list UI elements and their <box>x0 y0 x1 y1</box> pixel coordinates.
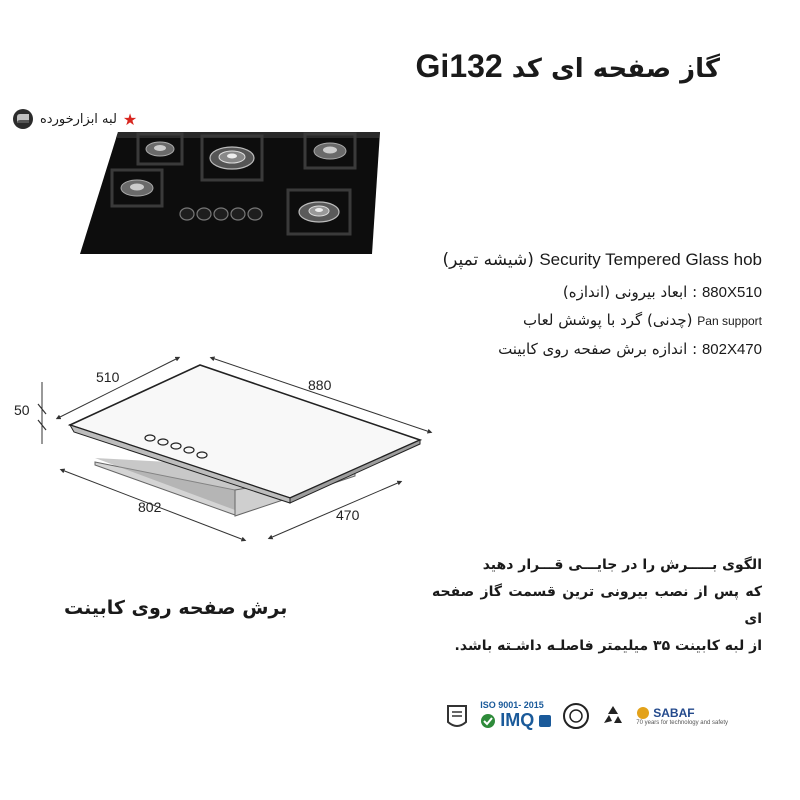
note-line-3: از لبه کابینت ۳۵ میلیمتر فاصلـه داشـته باشد. <box>454 638 762 654</box>
spec-glass-note: (شیشه تمپر) <box>442 250 534 270</box>
dim-cut-length: 802 <box>138 499 162 515</box>
spec-pan-support <box>523 311 762 329</box>
dim-width-top: 510 <box>96 369 120 385</box>
sabaf-tagline: 70 years for technology and safety <box>636 719 728 726</box>
gas-standard-icon <box>444 702 470 730</box>
imq-seal-icon <box>480 713 496 729</box>
spec-outer-value: 880X510 <box>701 284 762 301</box>
spec-pan-en: Pan support <box>697 314 762 328</box>
spec-glass-name: Security Tempered Glass hob <box>539 250 762 269</box>
sabaf-mark-icon <box>636 706 650 720</box>
edge-label-text: لبه ابزارخورده <box>40 111 117 127</box>
sabaf-logo <box>636 706 728 726</box>
spec-pan-fa: (چدنی) گرد با پوشش لعاب <box>522 311 693 329</box>
spec-glass <box>443 250 763 270</box>
beveled-edge-icon <box>12 108 34 130</box>
spec-cutout-value: 802X470 <box>701 341 762 358</box>
spec-cutout-label: : اندازه برش صفحه روی کابینت <box>498 340 698 358</box>
star-icon: ★ <box>122 109 138 129</box>
cnet-certification-icon <box>562 702 590 730</box>
dim-length-top: 880 <box>308 377 332 393</box>
cutout-caption: برش صفحه روی کابینت <box>64 597 288 619</box>
imq-label: IMQ <box>500 710 535 730</box>
model-code: Gi132 <box>415 48 503 84</box>
sabaf-label: SABAF <box>653 705 695 720</box>
csq-mark-icon <box>538 714 552 728</box>
note-line-2: که پس از نصب بیرونی ترین قسمت گاز صفحه ای <box>432 584 762 627</box>
hob-product-image <box>80 118 380 268</box>
dim-height: 50 <box>14 402 30 418</box>
iso-imq-logo <box>480 700 552 731</box>
recycle-icon <box>600 703 626 729</box>
dimension-diagram <box>0 340 460 560</box>
iso-label: ISO 9001- 2015 <box>480 700 544 710</box>
note-line-1: الگوی بـــــرش را در جایـــی قـــرار دهید <box>482 557 762 573</box>
title-prefix: گاز صفحه ای کد <box>511 54 720 84</box>
installation-note <box>432 552 762 660</box>
spec-outer-label: : ابعاد بیرونی (اندازه) <box>562 283 698 301</box>
spec-outer-dimensions <box>563 283 762 301</box>
dim-cut-width: 470 <box>336 507 360 523</box>
page-title <box>416 48 720 85</box>
certification-logos <box>444 700 728 731</box>
spec-cutout-size <box>498 340 762 358</box>
control-knobs <box>180 208 262 220</box>
